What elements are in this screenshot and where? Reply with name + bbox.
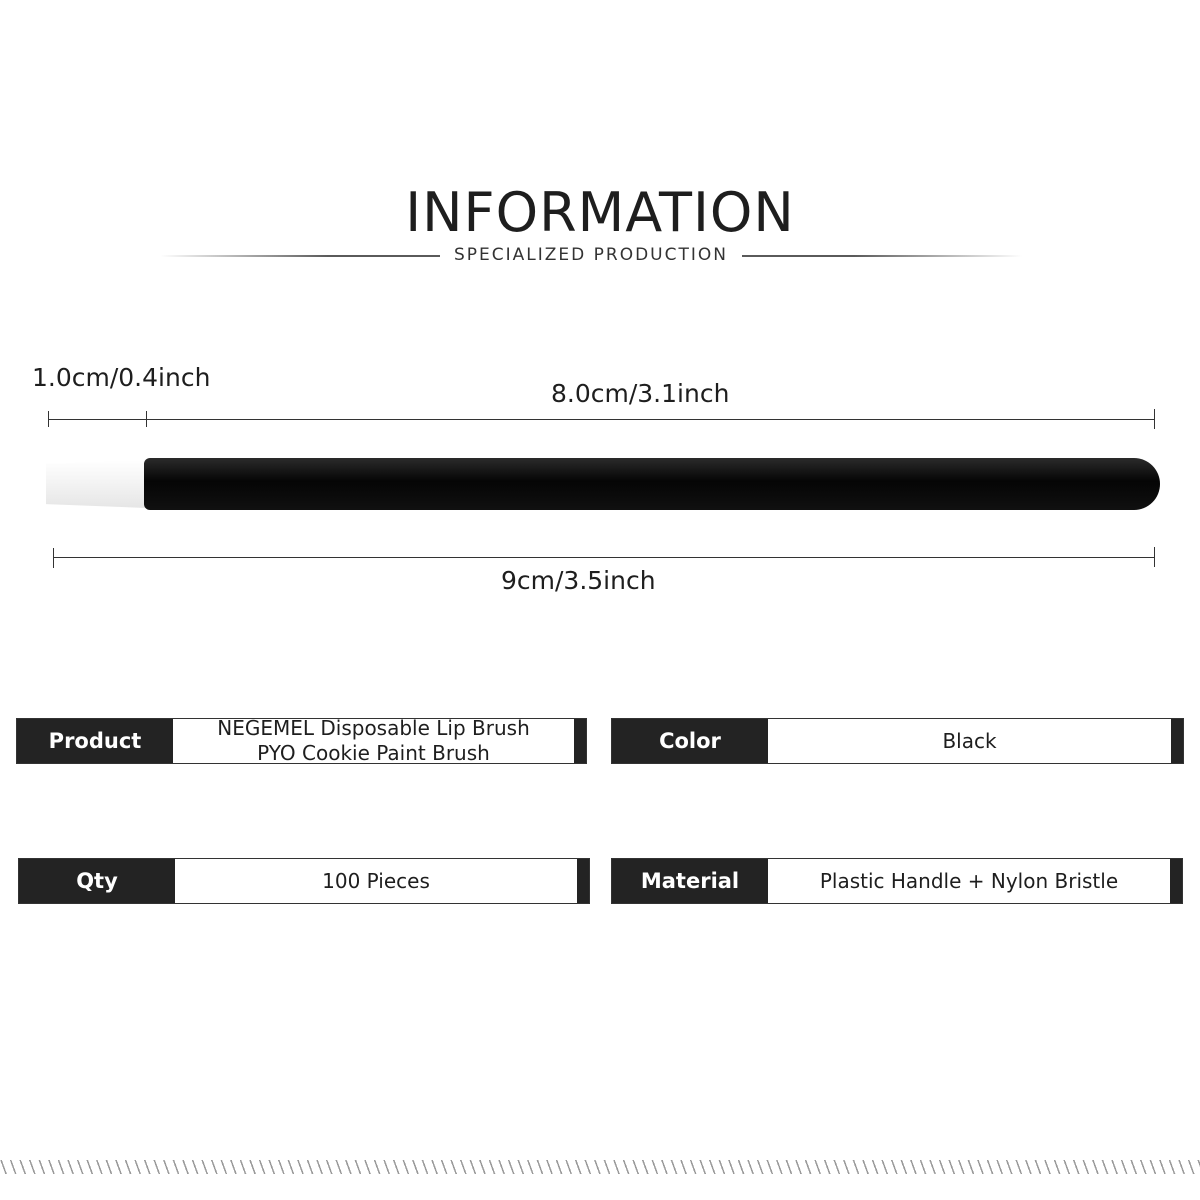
subtitle-rule-right [742,255,1022,257]
handle-length-label: 8.0cm/3.1inch [551,379,730,408]
spec-product-value-line2: PYO Cookie Paint Brush [257,741,490,765]
spec-product-end-bar [574,719,586,763]
spec-product [16,718,587,764]
subtitle-rule-left [160,255,440,257]
handle-dimension-tick-end [1154,409,1155,429]
spec-qty-end-bar [577,859,589,903]
spec-color-value: Black [942,728,997,753]
spec-qty [18,858,590,904]
brush-handle [144,458,1160,510]
brush-bristle-tip [46,460,146,508]
total-dimension-tick-start [53,548,54,568]
spec-material-label: Material [612,859,768,903]
spec-qty-label: Qty [19,859,175,903]
subtitle-row [160,245,1022,267]
spec-qty-value: 100 Pieces [322,868,430,893]
spec-product-label: Product [17,719,173,763]
handle-dimension-line [146,419,1154,420]
spec-color-end-bar [1171,719,1183,763]
spec-material-value: Plastic Handle + Nylon Bristle [819,868,1119,893]
spec-color-label: Color [612,719,768,763]
tip-length-label: 1.0cm/0.4inch [32,363,211,392]
total-length-label: 9cm/3.5inch [501,566,656,595]
total-dimension-tick-end [1154,547,1155,567]
spec-material [611,858,1183,904]
total-dimension-line [53,557,1154,558]
spec-material-end-bar [1170,859,1182,903]
page-title: INFORMATION [405,181,795,244]
page-subtitle: SPECIALIZED PRODUCTION [453,245,728,265]
tip-dimension-line [48,419,146,420]
spec-product-value [173,716,574,765]
handle-dimension-tick-start [146,411,147,427]
tip-dimension-tick-start [48,411,49,427]
decorative-hatched-border [0,1160,1200,1174]
spec-product-value-line1: NEGEMEL Disposable Lip Brush [217,716,530,740]
spec-color [611,718,1184,764]
